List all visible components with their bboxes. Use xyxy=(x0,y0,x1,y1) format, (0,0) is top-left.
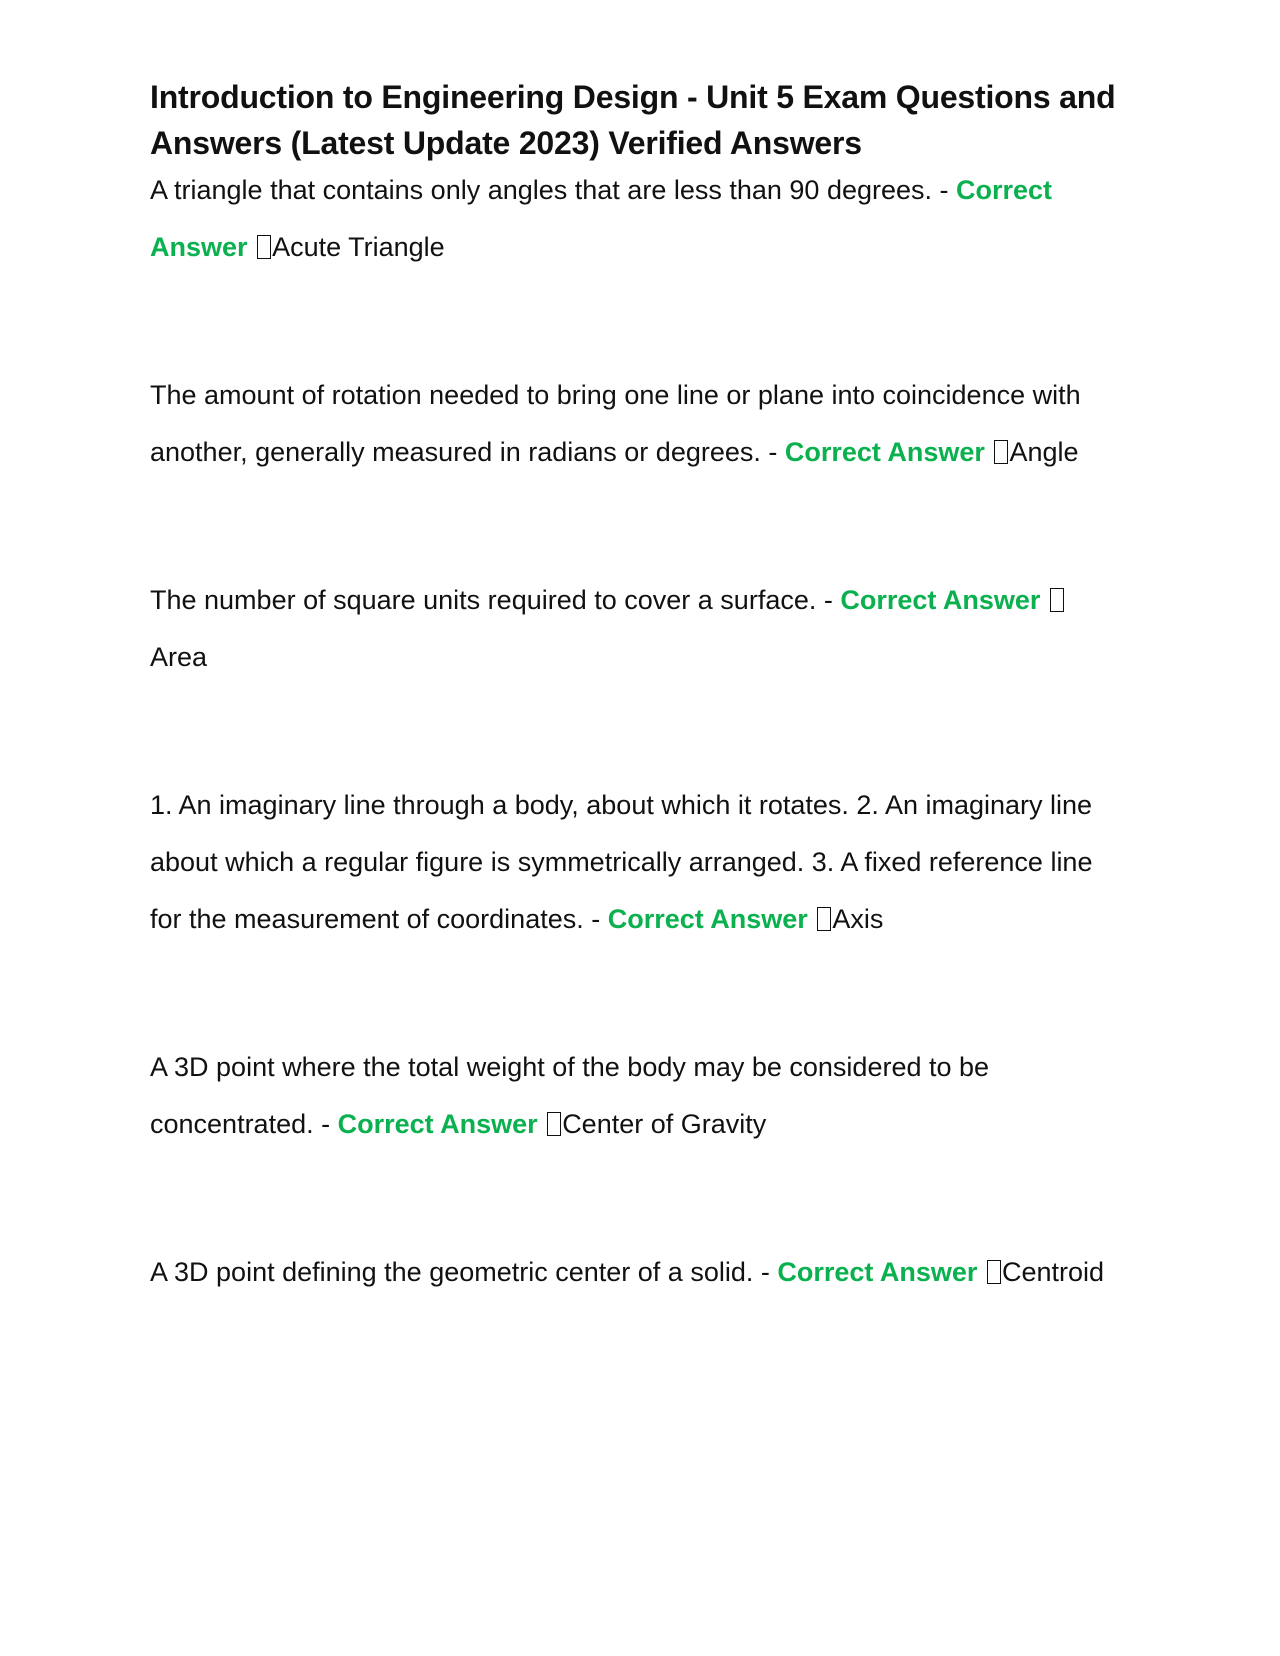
question-text: The amount of rotation needed to bring one line or plane into coincidence with another, generally measured in radians or degrees. xyxy=(150,380,1081,467)
separator: - xyxy=(932,175,957,205)
document-page xyxy=(150,74,1120,1301)
separator: - xyxy=(760,437,785,467)
answer-text: Acute Triangle xyxy=(272,232,445,262)
answer-text: Axis xyxy=(832,904,884,934)
missing-glyph-box-icon xyxy=(547,1112,561,1136)
correct-answer-label: Correct Answer xyxy=(784,437,985,467)
separator: - xyxy=(583,904,608,934)
qa-item xyxy=(150,367,1120,481)
missing-glyph-box-icon xyxy=(994,440,1008,464)
answer-text: Angle xyxy=(1009,437,1079,467)
correct-answer-label: Correct Answer xyxy=(840,585,1041,615)
document-title: Introduction to Engineering Design - Unit 5 Exam Questions and Answers (Latest Update 2023) Verified Answers xyxy=(150,79,1116,161)
qa-item xyxy=(150,162,1120,276)
question-text: The number of square units required to cover a surface. xyxy=(150,585,817,615)
correct-answer-label: Correct Answer xyxy=(150,175,1053,262)
qa-item xyxy=(150,572,1120,686)
separator: - xyxy=(753,1257,778,1287)
correct-answer-label: Correct Answer xyxy=(337,1109,538,1139)
question-text: 1. An imaginary line through a body, about which it rotates. 2. An imaginary line about which a regular figure is symmetrically arranged. 3. A fixed reference line for the measurement of coordinates. xyxy=(150,790,1093,934)
answer-text: Centroid xyxy=(1001,1257,1105,1287)
answer-text: Area xyxy=(150,642,208,672)
question-text: A 3D point defining the geometric center of a solid. xyxy=(150,1257,754,1287)
missing-glyph-box-icon xyxy=(987,1260,1001,1284)
separator: - xyxy=(313,1109,338,1139)
question-text: A 3D point where the total weight of the body may be considered to be concentrated. xyxy=(150,1052,990,1139)
answer-text: Center of Gravity xyxy=(562,1109,767,1139)
correct-answer-label: Correct Answer xyxy=(777,1257,978,1287)
missing-glyph-box-icon xyxy=(257,235,271,259)
qa-item xyxy=(150,1244,1120,1301)
missing-glyph-box-icon xyxy=(1050,588,1064,612)
separator: - xyxy=(816,585,841,615)
correct-answer-label: Correct Answer xyxy=(607,904,808,934)
missing-glyph-box-icon xyxy=(817,907,831,931)
qa-item xyxy=(150,1039,1120,1153)
qa-item xyxy=(150,777,1120,948)
question-text: A triangle that contains only angles that are less than 90 degrees. xyxy=(150,175,933,205)
